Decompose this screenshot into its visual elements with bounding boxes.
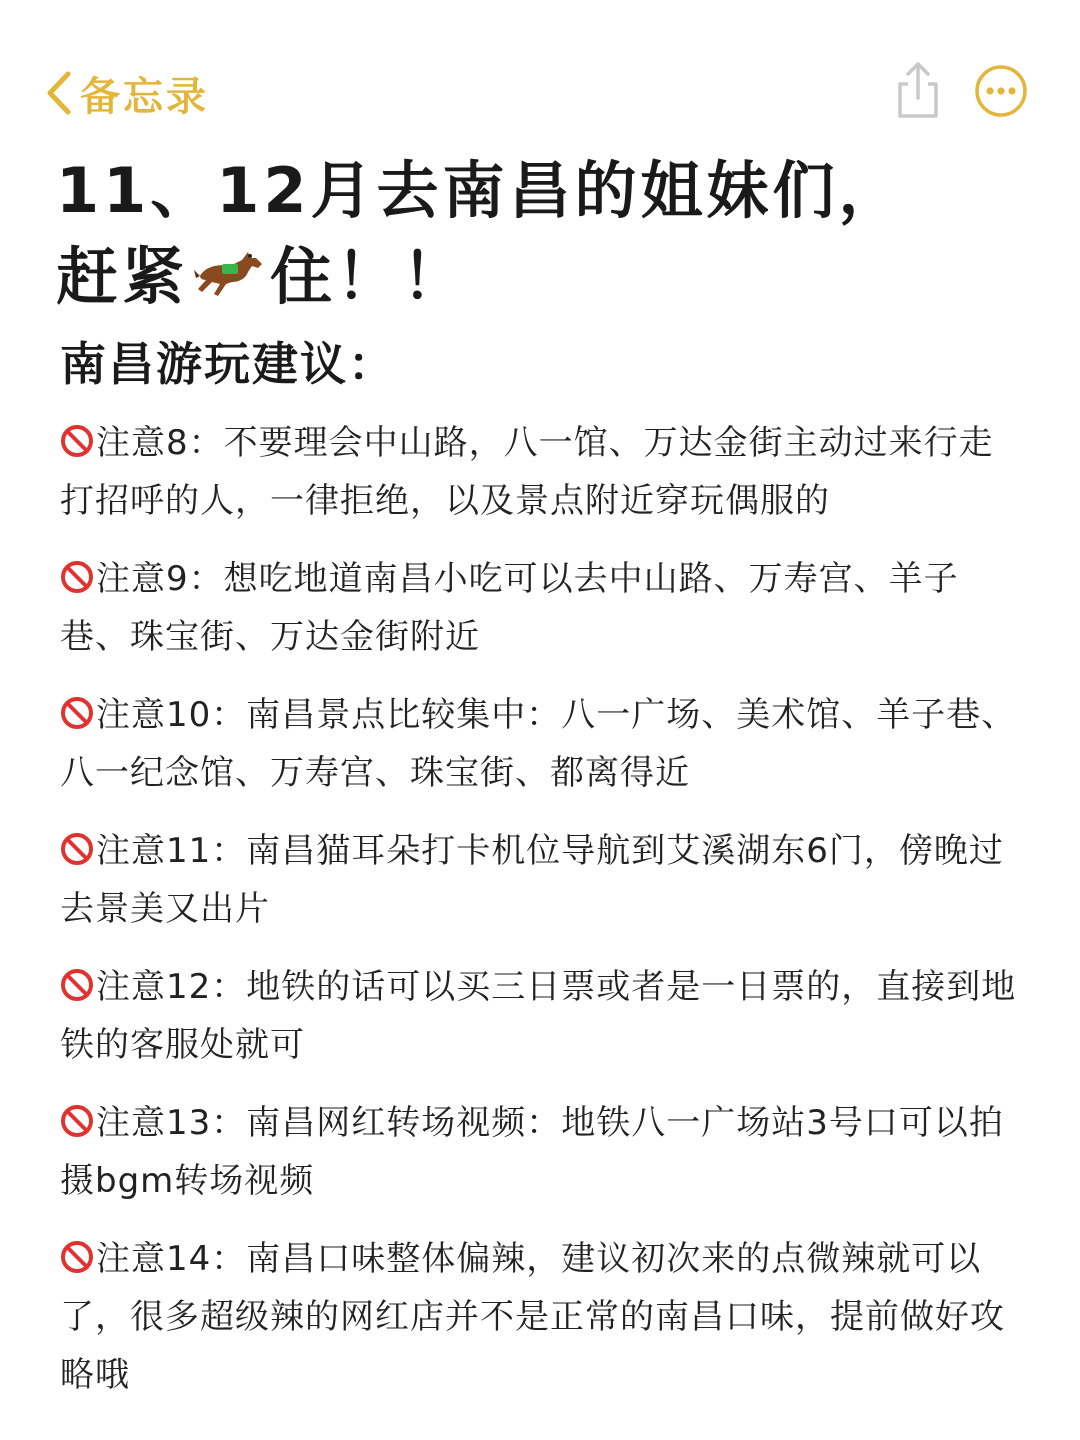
list-item — [60, 822, 1020, 938]
note-title — [56, 148, 1046, 320]
tip-text: 不要理会中山路，八一馆、万达金街主动过来行走打招呼的人，一律拒绝，以及景点附近穿玩偶服的 — [60, 423, 994, 521]
list-item — [60, 550, 1020, 666]
list-item — [60, 1094, 1020, 1210]
tip-label: 注意11： — [96, 831, 247, 871]
list-item — [60, 958, 1020, 1074]
prohibited-icon — [60, 826, 94, 860]
tip-label: 注意10： — [96, 695, 247, 735]
share-icon — [890, 105, 946, 124]
tip-label: 注意12： — [96, 967, 247, 1007]
back-label: 备忘录 — [80, 73, 209, 120]
prohibited-icon — [60, 690, 94, 724]
back-button[interactable] — [44, 62, 209, 124]
tips-list — [60, 414, 1020, 1424]
title-text-before: 赶紧 — [56, 240, 189, 313]
more-horizontal-icon — [974, 103, 1028, 122]
list-item — [60, 414, 1020, 530]
tip-text: 南昌猫耳朵打卡机位导航到艾溪湖东6门，傍晚过去景美又出片 — [60, 831, 1004, 929]
share-button[interactable] — [890, 58, 946, 120]
tip-label: 注意9： — [96, 559, 224, 599]
prohibited-icon — [60, 554, 94, 588]
prohibited-icon — [60, 962, 94, 996]
tip-label: 注意13： — [96, 1103, 247, 1143]
tip-text: 南昌口味整体偏辣，建议初次来的点微辣就可以了，很多超级辣的网红店并不是正常的南昌口味，提前做好攻略哦 — [60, 1239, 1005, 1395]
tip-text: 南昌景点比较集中：八一广场、美术馆、羊子巷、八一纪念馆、万寿宫、珠宝街、都离得近 — [60, 695, 1017, 793]
tip-text: 想吃地道南昌小吃可以去中山路、万寿宫、羊子巷、珠宝街、万达金街附近 — [60, 559, 959, 657]
tip-text: 南昌网红转场视频：地铁八一广场站3号口可以拍摄bgm转场视频 — [60, 1103, 1004, 1201]
navigation-bar — [0, 0, 1080, 150]
more-button[interactable] — [974, 64, 1028, 118]
prohibited-icon — [60, 418, 94, 452]
list-item — [60, 686, 1020, 802]
prohibited-icon — [60, 1098, 94, 1132]
tip-label: 注意14： — [96, 1239, 247, 1279]
tip-label: 注意8： — [96, 423, 224, 463]
horse-racing-icon — [192, 240, 266, 298]
section-heading: 南昌游玩建议： — [60, 337, 396, 391]
list-item — [60, 1230, 1020, 1404]
prohibited-icon — [60, 1234, 94, 1268]
chevron-left-icon — [44, 70, 74, 116]
tip-text: 地铁的话可以买三日票或者是一日票的，直接到地铁的客服处就可 — [60, 967, 1017, 1065]
title-line-1: 11、12月去南昌的姐妹们， — [56, 154, 905, 227]
title-line-2 — [56, 234, 1046, 320]
title-text-after: 住！！ — [270, 240, 469, 313]
